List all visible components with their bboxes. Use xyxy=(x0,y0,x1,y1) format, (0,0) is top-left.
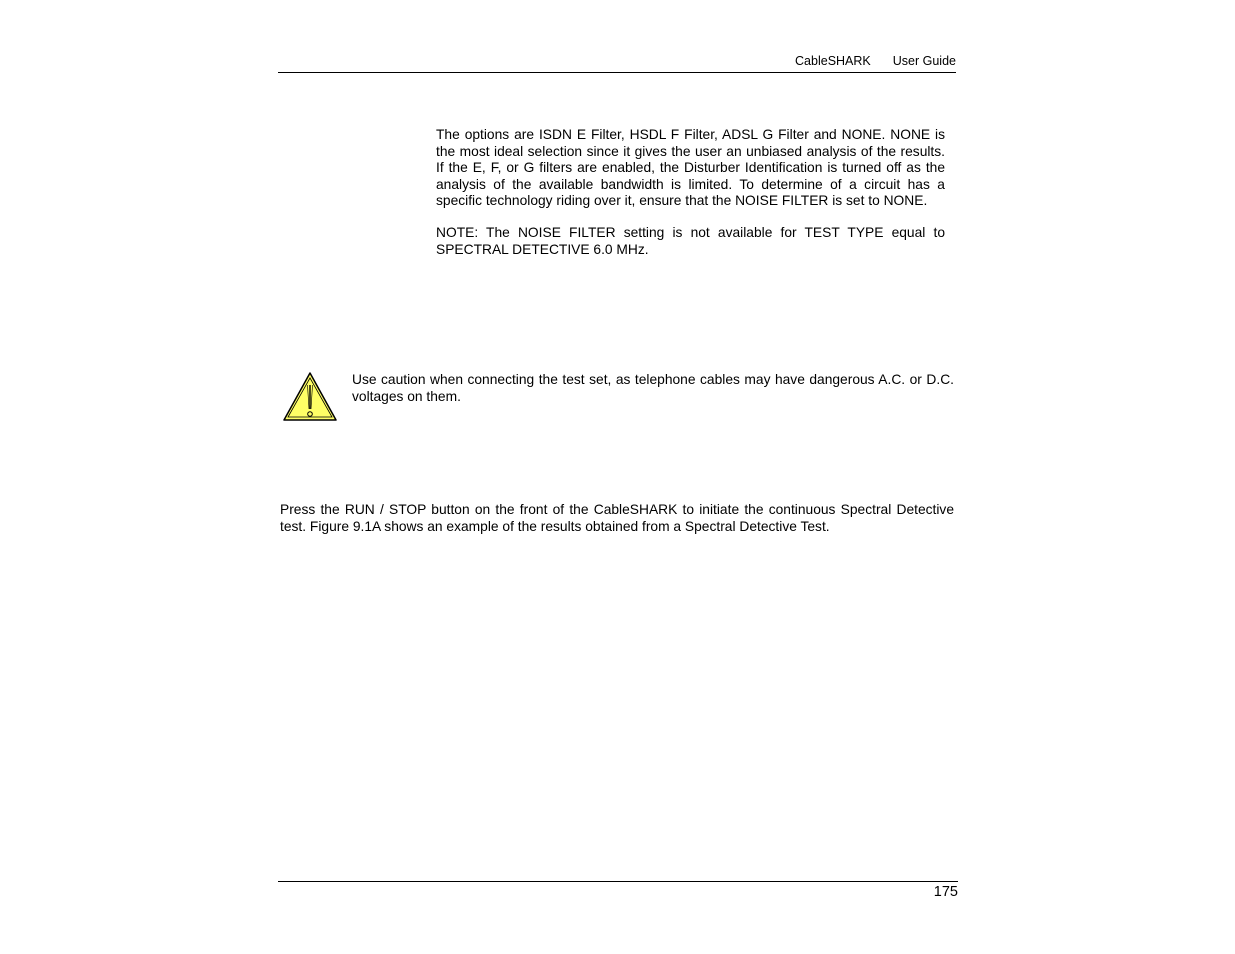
page-number: 175 xyxy=(933,884,958,900)
warning-triangle-icon xyxy=(281,370,339,423)
noise-filter-note: NOTE: The NOISE FILTER setting is not available for TEST TYPE equal to SPECTRAL DETECTIVE 6.0 MHz. xyxy=(436,225,945,257)
header-product: CableSHARK xyxy=(795,54,871,68)
run-instructions-paragraph: Press the RUN / STOP button on the front of the CableSHARK to initiate the continuous Spectral Detective test. Figure 9.1A shows an example of the results obtained from a Spectral Detective Test. xyxy=(280,502,954,534)
header-rule xyxy=(278,72,956,73)
header-doc-type: User Guide xyxy=(892,54,956,68)
footer-rule xyxy=(278,881,958,882)
page-header xyxy=(278,54,956,72)
caution-text: Use caution when connecting the test set, as telephone cables may have dangerous A.C. or D.C. voltages on them. xyxy=(352,372,954,404)
noise-filter-options-paragraph: The options are ISDN E Filter, HSDL F Filter, ADSL G Filter and NONE. NONE is the most ideal selection since it gives the user an unbiased analysis of the results. If the E, F, or G filters are enabled, the Disturber Identification is turned off as the analysis of the available bandwidth is limited. To determine of a circuit has a specific technology riding over it, ensure that the NOISE FILTER is set to NONE. xyxy=(436,127,945,208)
